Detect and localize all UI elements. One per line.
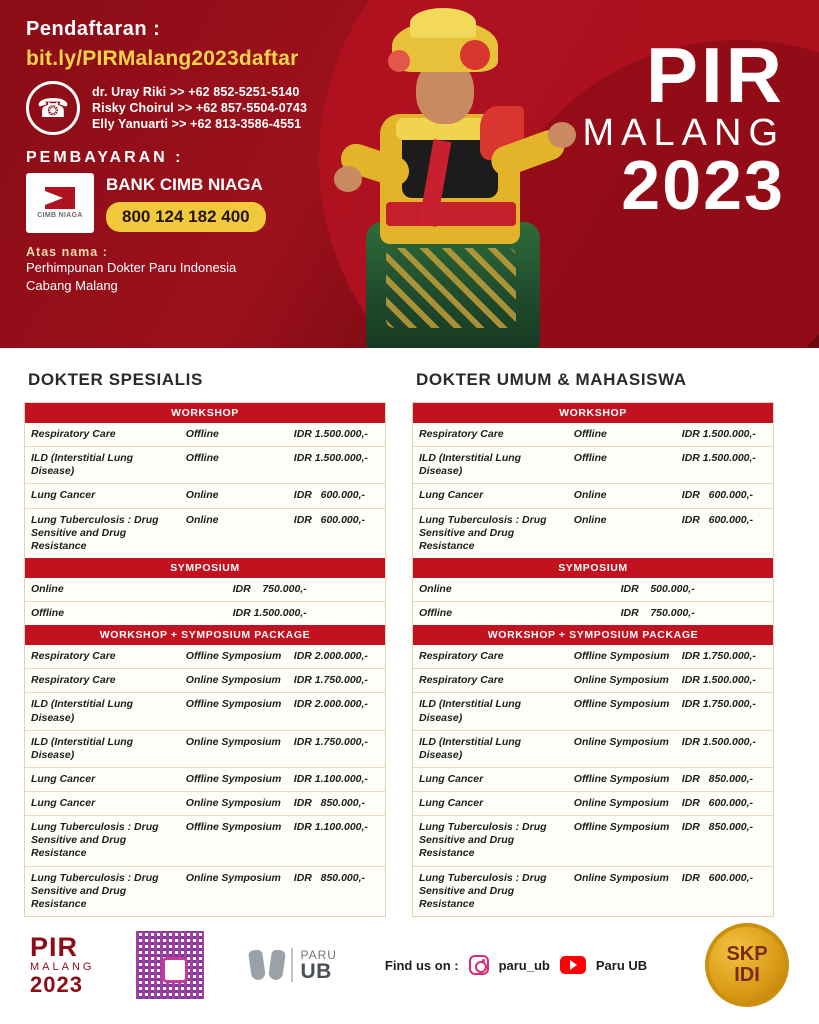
- account-holder-line-1: Perhimpunan Dokter Paru Indonesia: [26, 260, 237, 275]
- table-row: [25, 792, 385, 816]
- table-row: [413, 792, 773, 816]
- cimb-niaga-logo: [26, 173, 94, 233]
- row-mode: Online Symposium: [180, 730, 288, 767]
- row-price: IDR 600.000,-: [681, 871, 753, 884]
- row-mode: Online: [185, 513, 219, 526]
- bank-info: [106, 173, 266, 232]
- table-row: [413, 484, 773, 508]
- row-item: ILD (Interstitial Lung Disease): [25, 447, 180, 484]
- account-holder-line-2: Cabang Malang: [26, 277, 118, 293]
- row-price: IDR 1.500.000,-: [676, 730, 773, 767]
- row-price: IDR 850.000,-: [676, 767, 773, 791]
- row-price: IDR 1.100.000,-: [288, 767, 385, 791]
- row-item: Lung Tuberculosis : Drug Sensitive and Drug Resistance: [31, 871, 159, 910]
- row-mode: Online Symposium: [180, 669, 288, 693]
- paru-label: PARU: [300, 947, 337, 962]
- pricing-table-specialist: [24, 402, 386, 917]
- instagram-icon[interactable]: [469, 955, 489, 975]
- row-mode: Offline Symposium: [180, 767, 288, 791]
- row-price: IDR 600.000,-: [293, 513, 365, 526]
- row-mode: Offline Symposium: [180, 693, 288, 730]
- qr-code-instagram-icon[interactable]: [134, 929, 206, 1001]
- bank-block: [26, 173, 386, 233]
- column-title: DOKTER SPESIALIS: [28, 370, 203, 389]
- workshop-table: [25, 423, 385, 558]
- paru-ub-text: [300, 949, 336, 982]
- row-price: IDR 1.500.000,-: [232, 607, 307, 619]
- row-price: IDR 1.750.000,-: [288, 730, 385, 767]
- lungs-icon: [250, 948, 284, 982]
- table-row: [25, 693, 385, 730]
- row-mode: Offline Symposium: [568, 816, 676, 866]
- row-item: ILD (Interstitial Lung Disease): [413, 693, 568, 730]
- contact-block: [26, 81, 386, 135]
- row-price: IDR 2.000.000,-: [288, 693, 385, 730]
- pricing-columns: [24, 364, 795, 917]
- row-price: IDR 1.500.000,-: [676, 423, 773, 447]
- row-price: IDR 600.000,-: [681, 513, 753, 526]
- poster-header: [0, 0, 819, 348]
- bank-name: BANK CIMB NIAGA: [106, 175, 263, 194]
- row-mode: Online Symposium: [568, 669, 676, 693]
- package-table: [413, 645, 773, 916]
- row-item: Lung Tuberculosis : Drug Sensitive and Drug Resistance: [31, 513, 159, 552]
- contact-item: dr. Uray Riki >> +62 852-5251-5140: [92, 85, 300, 99]
- payment-label: PEMBAYARAN :: [26, 149, 184, 166]
- row-mode: Offline Symposium: [180, 645, 288, 669]
- event-branding: [582, 31, 785, 224]
- pricing-content: [0, 348, 819, 917]
- symposium-table: [25, 578, 385, 625]
- section-band-package: WORKSHOP + SYMPOSIUM PACKAGE: [413, 625, 773, 645]
- row-price: IDR 1.750.000,-: [676, 645, 773, 669]
- row-item: Respiratory Care: [25, 645, 180, 669]
- phone-icon: [26, 81, 80, 135]
- section-band-symposium: SYMPOSIUM: [413, 558, 773, 578]
- row-price: IDR 850.000,-: [288, 792, 385, 816]
- row-price: IDR 1.500.000,-: [288, 423, 385, 447]
- brand-city: MALANG: [582, 111, 785, 154]
- table-row: [413, 645, 773, 669]
- find-us-label: Find us on :: [384, 957, 459, 973]
- row-item: Respiratory Care: [413, 645, 568, 669]
- table-row: [413, 447, 773, 484]
- workshop-table: [413, 423, 773, 558]
- row-item: Lung Cancer: [413, 792, 568, 816]
- instagram-handle[interactable]: paru_ub: [498, 957, 550, 973]
- row-mode: Offline: [180, 423, 288, 447]
- cimb-logo-text: CIMB NIAGA: [37, 212, 83, 219]
- row-price: IDR 1.500.000,-: [288, 447, 385, 484]
- row-price: IDR 600.000,-: [288, 484, 385, 508]
- social-block: [385, 955, 647, 975]
- package-table: [25, 645, 385, 916]
- table-row: [25, 645, 385, 669]
- row-price: IDR 1.500.000,-: [676, 669, 773, 693]
- row-item: ILD (Interstitial Lung Disease): [413, 447, 568, 484]
- youtube-icon[interactable]: [560, 956, 586, 974]
- footer-brand: [30, 934, 94, 996]
- table-row: [413, 693, 773, 730]
- registration-label: Pendaftaran :: [26, 18, 161, 40]
- row-item: Respiratory Care: [25, 669, 180, 693]
- row-item: Lung Tuberculosis : Drug Sensitive and Drug Resistance: [25, 816, 180, 866]
- row-item: Lung Cancer: [25, 484, 180, 508]
- section-band-workshop: WORKSHOP: [25, 403, 385, 423]
- ub-label: UB: [300, 959, 332, 983]
- table-row: [413, 816, 773, 866]
- row-item: Respiratory Care: [413, 423, 568, 447]
- row-item: ILD (Interstitial Lung Disease): [25, 693, 180, 730]
- table-row: [25, 669, 385, 693]
- brand-year: 2023: [621, 145, 785, 224]
- table-row: [25, 578, 385, 602]
- table-row: [413, 669, 773, 693]
- row-price: IDR 1.750.000,-: [288, 669, 385, 693]
- row-price: IDR 500.000,-: [615, 578, 773, 602]
- footer-brand-city: MALANG: [30, 961, 95, 973]
- row-item: ILD (Interstitial Lung Disease): [413, 730, 568, 767]
- row-mode: Online Symposium: [568, 792, 676, 816]
- row-price: IDR 600.000,-: [676, 792, 773, 816]
- row-mode: Offline: [568, 447, 676, 484]
- row-item: Respiratory Care: [25, 423, 180, 447]
- pricing-table-general: [412, 402, 774, 917]
- row-price: IDR 600.000,-: [676, 484, 773, 508]
- symposium-table: [413, 578, 773, 625]
- row-item: Respiratory Care: [413, 669, 568, 693]
- table-row: [25, 447, 385, 484]
- table-row: [25, 602, 385, 626]
- skp-idi-badge: [705, 923, 789, 1007]
- row-mode: Offline Symposium: [568, 645, 676, 669]
- row-mode: Offline Symposium: [568, 767, 676, 791]
- row-mode: Online Symposium: [180, 792, 288, 816]
- row-price: IDR 850.000,-: [293, 871, 365, 884]
- row-mode: Offline: [568, 423, 676, 447]
- row-price: IDR 750.000,-: [227, 578, 385, 602]
- row-mode: Online: [573, 513, 607, 526]
- row-item: Lung Cancer: [413, 484, 568, 508]
- row-item: Lung Cancer: [25, 767, 180, 791]
- logo-divider: [291, 948, 293, 982]
- skp-line-2: IDI: [734, 964, 760, 986]
- youtube-handle[interactable]: Paru UB: [595, 957, 648, 973]
- table-row: [413, 602, 773, 626]
- table-row: [413, 730, 773, 767]
- registration-link[interactable]: bit.ly/PIRMalang2023daftar: [26, 47, 299, 70]
- registration-panel: [26, 18, 386, 294]
- row-item: Offline: [31, 607, 65, 619]
- table-row: [25, 508, 385, 558]
- footer-brand-year: 2023: [30, 972, 83, 997]
- table-row: [413, 578, 773, 602]
- contact-item: Elly Yanuarti >> +62 813-3586-4551: [92, 117, 302, 131]
- row-price: IDR 2.000.000,-: [288, 645, 385, 669]
- brand-pir: PIR: [645, 31, 785, 119]
- poster-footer: [0, 906, 819, 1024]
- table-row: [413, 423, 773, 447]
- row-price: IDR 1.100.000,-: [288, 816, 385, 866]
- row-item: Online: [413, 578, 615, 602]
- row-mode: Online: [568, 484, 676, 508]
- table-row: [25, 816, 385, 866]
- row-price: IDR 850.000,-: [676, 816, 773, 866]
- pricing-column-general: [412, 364, 774, 917]
- table-row: [25, 730, 385, 767]
- row-item: Online: [25, 578, 227, 602]
- account-number: 800 124 182 400: [106, 202, 266, 232]
- row-item: ILD (Interstitial Lung Disease): [25, 730, 180, 767]
- account-holder-label: Atas nama :: [26, 245, 108, 259]
- table-row: [25, 484, 385, 508]
- row-price: IDR 750.000,-: [620, 607, 695, 619]
- table-row: [25, 767, 385, 791]
- section-band-package: WORKSHOP + SYMPOSIUM PACKAGE: [25, 625, 385, 645]
- cimb-mark-icon: [45, 187, 75, 209]
- section-band-workshop: WORKSHOP: [413, 403, 773, 423]
- row-item: Lung Cancer: [25, 792, 180, 816]
- section-band-symposium: SYMPOSIUM: [25, 558, 385, 578]
- contact-list: [92, 85, 307, 131]
- row-mode: Online: [180, 484, 288, 508]
- footer-brand-pir: PIR: [30, 932, 79, 962]
- pricing-column-specialist: [24, 364, 386, 917]
- table-row: [413, 508, 773, 558]
- row-item: Lung Tuberculosis : Drug Sensitive and Drug Resistance: [413, 816, 568, 866]
- row-mode: Online Symposium: [185, 871, 281, 884]
- row-price: IDR 1.500.000,-: [676, 447, 773, 484]
- column-title: DOKTER UMUM & MAHASISWA: [416, 370, 687, 389]
- row-mode: Online Symposium: [573, 871, 669, 884]
- row-price: IDR 1.750.000,-: [676, 693, 773, 730]
- table-row: [413, 767, 773, 791]
- row-item: Offline: [419, 607, 453, 619]
- phone-glyph: ☎: [36, 93, 70, 123]
- row-item: Lung Cancer: [413, 767, 568, 791]
- row-mode: Offline Symposium: [568, 693, 676, 730]
- skp-line-1: SKP: [726, 943, 768, 965]
- contact-item: Risky Choirul >> +62 857-5504-0743: [92, 101, 307, 115]
- row-mode: Offline: [180, 447, 288, 484]
- row-mode: Online Symposium: [568, 730, 676, 767]
- row-mode: Offline Symposium: [180, 816, 288, 866]
- table-row: [25, 423, 385, 447]
- paru-ub-logo: [250, 948, 336, 982]
- row-item: Lung Tuberculosis : Drug Sensitive and Drug Resistance: [419, 871, 547, 910]
- row-item: Lung Tuberculosis : Drug Sensitive and Drug Resistance: [419, 513, 547, 552]
